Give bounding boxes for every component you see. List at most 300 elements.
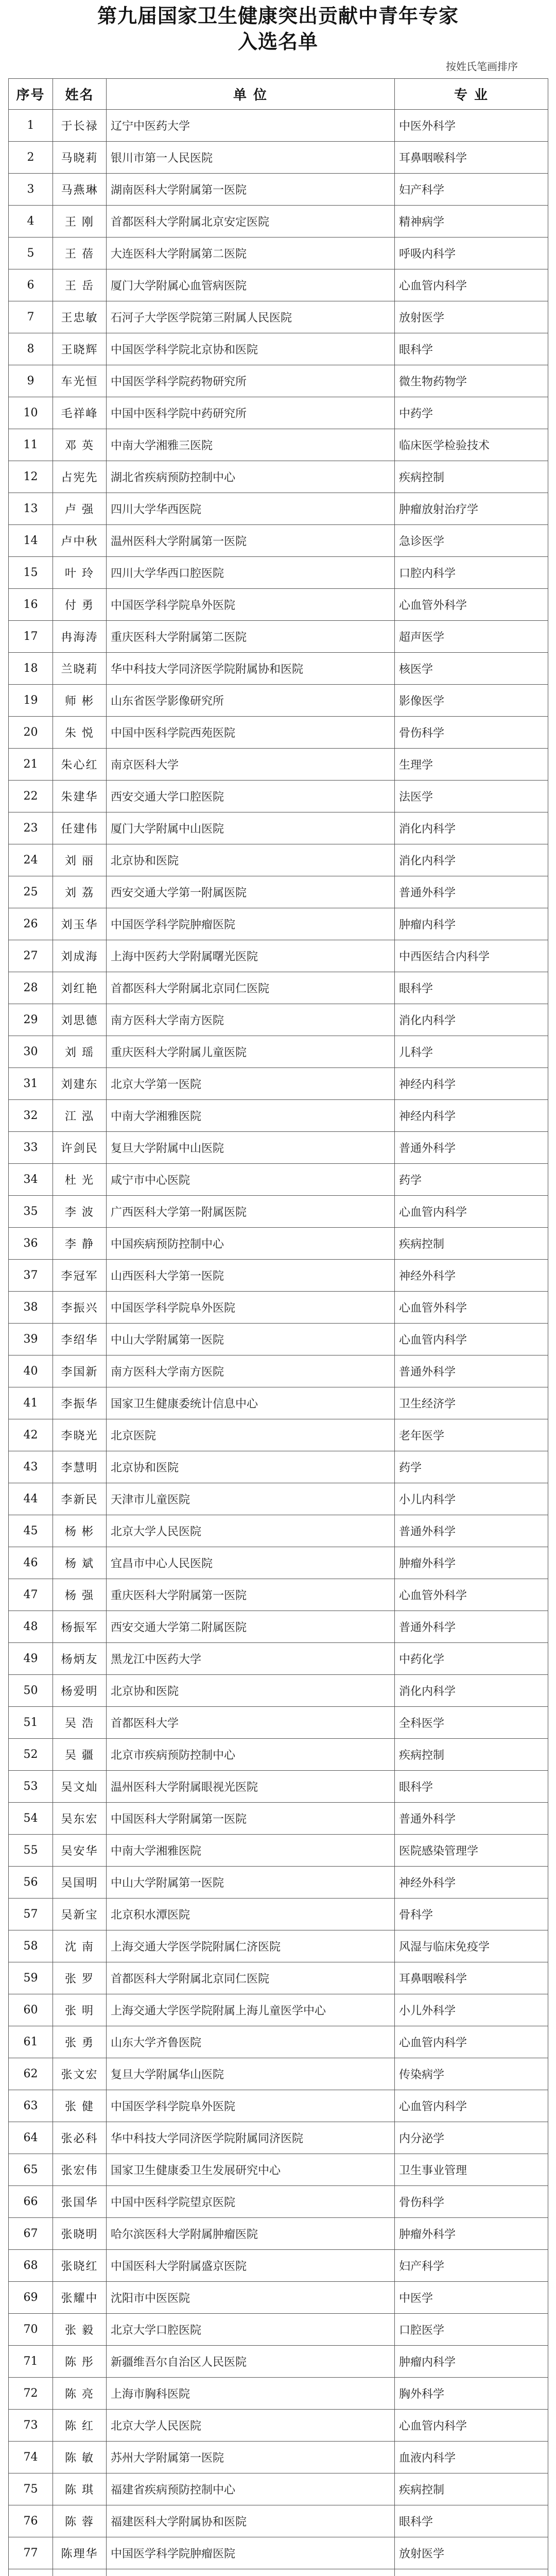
row-index: 6: [9, 269, 53, 301]
row-name: 吴 浩: [53, 1707, 107, 1739]
row-index: 48: [9, 1611, 53, 1643]
row-name: 兰晓莉: [53, 653, 107, 685]
table-row: [9, 1324, 548, 1355]
row-unit: 中国医学科学院肿瘤医院: [107, 2537, 395, 2569]
table-row: [9, 1515, 548, 1547]
row-unit: 北京大学第一医院: [107, 1068, 395, 1100]
table-row: [9, 2314, 548, 2346]
row-name: 吴安华: [53, 1835, 107, 1867]
row-specialty: 骨科学: [395, 1899, 548, 1930]
row-specialty: 肿瘤内科学: [395, 2346, 548, 2378]
table-row: [9, 1899, 548, 1930]
row-unit: 北京大学人民医院: [107, 2410, 395, 2442]
table-row: [9, 2218, 548, 2250]
row-name: 张宏伟: [53, 2154, 107, 2186]
row-unit: 首都医科大学附属北京安定医院: [107, 206, 395, 238]
row-index: 5: [9, 238, 53, 269]
row-unit: 沈阳市中医医院: [107, 2282, 395, 2314]
table-row: [9, 844, 548, 876]
row-name: 张晓明: [53, 2218, 107, 2250]
row-name: 李绍华: [53, 1324, 107, 1355]
row-name: 马燕琳: [53, 174, 107, 206]
row-specialty: 心血管内科学: [395, 2090, 548, 2122]
row-index: 50: [9, 1675, 53, 1707]
row-unit: 华中科技大学同济医学院附属同济医院: [107, 2122, 395, 2154]
row-index: 23: [9, 812, 53, 844]
table-row: [9, 2505, 548, 2537]
row-name: 占宪先: [53, 461, 107, 493]
row-index: 74: [9, 2442, 53, 2473]
row-name: 付 勇: [53, 589, 107, 621]
row-index: 35: [9, 1196, 53, 1228]
row-unit: 黑龙江中医药大学: [107, 1643, 395, 1675]
row-unit: 中国医学科学院北京协和医院: [107, 333, 395, 365]
row-specialty: 肿瘤放射治疗学: [395, 493, 548, 525]
row-specialty: 药学: [395, 1164, 548, 1196]
row-specialty: 中药化学: [395, 1643, 548, 1675]
row-specialty: 法医学: [395, 781, 548, 812]
row-unit: 北京积水潭医院: [107, 1899, 395, 1930]
table-row: [9, 1036, 548, 1068]
row-specialty: 精神病学: [395, 206, 548, 238]
table-row: [9, 972, 548, 1004]
table-row: [9, 908, 548, 940]
row-unit: 北京协和医院: [107, 844, 395, 876]
row-unit: 中国医学科学院药物研究所: [107, 365, 395, 397]
row-specialty: 眼科学: [395, 972, 548, 1004]
row-index: 42: [9, 1419, 53, 1451]
row-name: 杨爱明: [53, 1675, 107, 1707]
row-index: 70: [9, 2314, 53, 2346]
row-unit: 复旦大学附属华山医院: [107, 2058, 395, 2090]
row-name: 张必科: [53, 2122, 107, 2154]
row-specialty: 眼科学: [395, 2505, 548, 2537]
row-index: 61: [9, 2026, 53, 2058]
row-unit: 北京协和医院: [107, 1675, 395, 1707]
table-body: [9, 110, 548, 2576]
row-specialty: 肿瘤外科学: [395, 1547, 548, 1579]
row-name: 杨 彬: [53, 1515, 107, 1547]
row-name: 李 波: [53, 1196, 107, 1228]
row-index: 9: [9, 365, 53, 397]
row-name: 杜 光: [53, 1164, 107, 1196]
row-index: 14: [9, 525, 53, 557]
row-index: 56: [9, 1867, 53, 1899]
row-name: 李振兴: [53, 1292, 107, 1324]
row-specialty: 消化内科学: [395, 812, 548, 844]
table-row: [9, 301, 548, 333]
row-unit: 山东大学齐鲁医院: [107, 2026, 395, 2058]
row-unit: 山西医科大学第一医院: [107, 1260, 395, 1292]
table-row: [9, 2058, 548, 2090]
row-specialty: 卫生经济学: [395, 1387, 548, 1419]
row-index: 24: [9, 844, 53, 876]
table-row: [9, 589, 548, 621]
row-name: 马晓莉: [53, 142, 107, 174]
row-unit: 上海交通大学医学院附属上海儿童医学中心: [107, 1994, 395, 2026]
row-unit: 首都医科大学附属北京同仁医院: [107, 972, 395, 1004]
page-title-line1: 第九届国家卫生健康突出贡献中青年专家: [97, 4, 459, 27]
row-index: 15: [9, 557, 53, 589]
row-name: 李慧明: [53, 1451, 107, 1483]
row-index: 22: [9, 781, 53, 812]
row-specialty: 心血管内科学: [395, 1324, 548, 1355]
row-specialty: 全科医学: [395, 1707, 548, 1739]
row-index: 63: [9, 2090, 53, 2122]
row-index: 38: [9, 1292, 53, 1324]
row-unit: 中南大学湘雅医院: [107, 1100, 395, 1132]
row-index: 39: [9, 1324, 53, 1355]
table-row: [9, 1643, 548, 1675]
row-name: 张 健: [53, 2090, 107, 2122]
row-unit: 中国医学科学院肿瘤医院: [107, 908, 395, 940]
table-row: [9, 1068, 548, 1100]
row-name: 刘成海: [53, 940, 107, 972]
table-row: [9, 1835, 548, 1867]
row-unit: 厦门大学附属心血管病医院: [107, 269, 395, 301]
row-name: 杨炳友: [53, 1643, 107, 1675]
row-index: 26: [9, 908, 53, 940]
row-index: 65: [9, 2154, 53, 2186]
row-unit: 北京市疾病预防控制中心: [107, 1739, 395, 1771]
row-index: 52: [9, 1739, 53, 1771]
row-unit: 首都医科大学附属北京同仁医院: [107, 1962, 395, 1994]
row-specialty: 传染病学: [395, 2058, 548, 2090]
row-specialty: 心血管内科学: [395, 269, 548, 301]
table-row: [9, 142, 548, 174]
row-unit: 中山大学附属第一医院: [107, 1324, 395, 1355]
row-index: 18: [9, 653, 53, 685]
table-row: [9, 2154, 548, 2186]
page-title-line2: 入选名单: [237, 30, 318, 53]
row-name: 王忠敏: [53, 301, 107, 333]
table-row: [9, 1004, 548, 1036]
table-row: [9, 876, 548, 908]
row-name: 陈 彤: [53, 2346, 107, 2378]
row-index: 53: [9, 1771, 53, 1803]
row-specialty: 眼科学: [395, 333, 548, 365]
row-unit: 新疆维吾尔自治区人民医院: [107, 2346, 395, 2378]
row-specialty: 卫生事业管理: [395, 2154, 548, 2186]
row-unit: 四川大学华西医院: [107, 493, 395, 525]
row-unit: 温州医科大学附属第一医院: [107, 525, 395, 557]
row-name: 刘 丽: [53, 844, 107, 876]
row-index: 57: [9, 1899, 53, 1930]
table-row: [9, 2250, 548, 2282]
table-row: [9, 717, 548, 749]
table-row: [9, 1994, 548, 2026]
row-name: 吴新宝: [53, 1899, 107, 1930]
row-name: 于长禄: [53, 110, 107, 142]
row-name: 吴 疆: [53, 1739, 107, 1771]
row-unit: 西安交通大学第一附属医院: [107, 876, 395, 908]
row-name: 王 岳: [53, 269, 107, 301]
row-name: 王晓辉: [53, 333, 107, 365]
table-row: [9, 653, 548, 685]
row-specialty: 内分泌学: [395, 2122, 548, 2154]
row-index: 25: [9, 876, 53, 908]
row-index: 33: [9, 1132, 53, 1164]
row-name: 陈理华: [53, 2537, 107, 2569]
row-name: 吴文灿: [53, 1771, 107, 1803]
row-unit: 重庆医科大学附属第二医院: [107, 621, 395, 653]
row-specialty: 普通外科学: [395, 1611, 548, 1643]
row-unit: 中国中医科学院西苑医院: [107, 717, 395, 749]
row-index: 59: [9, 1962, 53, 1994]
row-unit: 南京医科大学: [107, 749, 395, 781]
row-name: 张文宏: [53, 2058, 107, 2090]
row-unit: 西安交通大学口腔医院: [107, 781, 395, 812]
row-unit: 复旦大学附属中山医院: [107, 1132, 395, 1164]
row-index: 71: [9, 2346, 53, 2378]
row-index: 76: [9, 2505, 53, 2537]
table-row: [9, 1387, 548, 1419]
row-specialty: 消化内科学: [395, 1675, 548, 1707]
row-name: 卢 强: [53, 493, 107, 525]
row-index: 66: [9, 2186, 53, 2218]
row-specialty: 神经外科学: [395, 1867, 548, 1899]
row-name: 吴国明: [53, 1867, 107, 1899]
row-index: 36: [9, 1228, 53, 1260]
table-row: [9, 1100, 548, 1132]
row-name: 卢中秋: [53, 525, 107, 557]
row-index: 32: [9, 1100, 53, 1132]
row-index: 34: [9, 1164, 53, 1196]
row-index: 54: [9, 1803, 53, 1835]
row-specialty: 心血管内科学: [395, 2410, 548, 2442]
row-name: 朱心红: [53, 749, 107, 781]
row-name: 吴东宏: [53, 1803, 107, 1835]
row-name: 刘 荔: [53, 876, 107, 908]
row-name: 陈 亮: [53, 2378, 107, 2410]
row-name: 刘 瑶: [53, 1036, 107, 1068]
row-unit: 大连医科大学附属第二医院: [107, 238, 395, 269]
row-unit: 南方医科大学南方医院: [107, 1355, 395, 1387]
row-unit: 南方医科大学南方医院: [107, 1004, 395, 1036]
row-name: 车光恒: [53, 365, 107, 397]
row-specialty: 心血管内科学: [395, 1196, 548, 1228]
row-unit: 中国中医科学院望京医院: [107, 2186, 395, 2218]
row-name: 杨 斌: [53, 1547, 107, 1579]
row-index: 40: [9, 1355, 53, 1387]
row-name: 陈 红: [53, 2410, 107, 2442]
row-index: 49: [9, 1643, 53, 1675]
row-unit: 福建医科大学附属协和医院: [107, 2505, 395, 2537]
table-row: [9, 1771, 548, 1803]
row-unit: 宜昌市中心人民医院: [107, 1547, 395, 1579]
row-index: 28: [9, 972, 53, 1004]
row-specialty: 生理学: [395, 749, 548, 781]
row-specialty: 肿瘤外科学: [395, 2218, 548, 2250]
expert-list-table: [8, 78, 548, 2576]
row-specialty: 普通外科学: [395, 876, 548, 908]
table-row: [9, 238, 548, 269]
row-unit: 重庆医科大学附属第一医院: [107, 1579, 395, 1611]
row-index: 37: [9, 1260, 53, 1292]
table-row: [9, 2282, 548, 2314]
row-name: 张 勇: [53, 2026, 107, 2058]
row-unit: 广西医科大学第一附属医院: [107, 1196, 395, 1228]
row-specialty: 口腔内科学: [395, 557, 548, 589]
row-specialty: 骨伤科学: [395, 2186, 548, 2218]
row-specialty: 放射医学: [395, 301, 548, 333]
row-name: 李冠军: [53, 1260, 107, 1292]
row-specialty: 中医外科学: [395, 110, 548, 142]
row-index: 43: [9, 1451, 53, 1483]
row-index: 10: [9, 397, 53, 429]
row-name: [53, 2569, 107, 2576]
table-row: [9, 1675, 548, 1707]
row-index: 4: [9, 206, 53, 238]
table-header-row: [9, 79, 548, 110]
row-specialty: 妇产科学: [395, 2250, 548, 2282]
row-unit: 四川大学华西口腔医院: [107, 557, 395, 589]
table-row: [9, 1451, 548, 1483]
row-specialty: 耳鼻咽喉科学: [395, 142, 548, 174]
table-row: [9, 206, 548, 238]
row-index: 77: [9, 2537, 53, 2569]
row-index: 29: [9, 1004, 53, 1036]
row-unit: 湖北省疾病预防控制中心: [107, 461, 395, 493]
row-index: 51: [9, 1707, 53, 1739]
table-row: [9, 269, 548, 301]
row-index: 30: [9, 1036, 53, 1068]
row-unit: 上海市胸科医院: [107, 2378, 395, 2410]
header-unit: 单 位: [107, 79, 395, 110]
row-index: 69: [9, 2282, 53, 2314]
header-specialty: 专 业: [395, 79, 548, 110]
row-specialty: 神经外科学: [395, 1260, 548, 1292]
row-unit: 国家卫生健康委卫生发展研究中心: [107, 2154, 395, 2186]
table-row: [9, 365, 548, 397]
row-specialty: 妇产科学: [395, 174, 548, 206]
row-index: 62: [9, 2058, 53, 2090]
row-specialty: 口腔医学: [395, 2314, 548, 2346]
row-specialty: 耳鼻咽喉科学: [395, 1962, 548, 1994]
row-specialty: 普通外科学: [395, 1355, 548, 1387]
row-unit: 中国疾病预防控制中心: [107, 1228, 395, 1260]
row-index: 73: [9, 2410, 53, 2442]
table-row: [9, 1196, 548, 1228]
row-name: 张 罗: [53, 1962, 107, 1994]
row-unit: 北京医院: [107, 1419, 395, 1451]
row-unit: 重庆医科大学附属儿童医院: [107, 1036, 395, 1068]
row-unit: 北京协和医院: [107, 1451, 395, 1483]
row-index: 20: [9, 717, 53, 749]
row-unit: 中国医学科学院阜外医院: [107, 589, 395, 621]
row-specialty: 超声医学: [395, 621, 548, 653]
table-row: [9, 2473, 548, 2505]
row-name: 冉海涛: [53, 621, 107, 653]
table-row: [9, 461, 548, 493]
row-specialty: 放射医学: [395, 2537, 548, 2569]
row-index: 27: [9, 940, 53, 972]
row-specialty: 微生物药物学: [395, 365, 548, 397]
row-name: 朱建华: [53, 781, 107, 812]
table-row: [9, 2537, 548, 2569]
row-unit: 北京大学口腔医院: [107, 2314, 395, 2346]
row-index: 1: [9, 110, 53, 142]
row-specialty: 疾病控制: [395, 461, 548, 493]
row-specialty: [395, 2569, 548, 2576]
row-unit: 中国医学科学院阜外医院: [107, 1292, 395, 1324]
table-row: [9, 940, 548, 972]
row-specialty: 神经内科学: [395, 1068, 548, 1100]
row-name: 陈 琪: [53, 2473, 107, 2505]
row-index: 13: [9, 493, 53, 525]
row-index: 11: [9, 429, 53, 461]
row-unit: [107, 2569, 395, 2576]
table-row: [9, 1228, 548, 1260]
table-row: [9, 1803, 548, 1835]
table-row: [9, 397, 548, 429]
row-index: 41: [9, 1387, 53, 1419]
row-specialty: 医院感染管理学: [395, 1835, 548, 1867]
row-index: 16: [9, 589, 53, 621]
row-unit: 上海中医药大学附属曙光医院: [107, 940, 395, 972]
table-row: [9, 1292, 548, 1324]
row-name: 毛祥峰: [53, 397, 107, 429]
table-row: [9, 685, 548, 717]
row-index: 44: [9, 1483, 53, 1515]
row-name: 陈 蓉: [53, 2505, 107, 2537]
row-specialty: 风湿与临床免疫学: [395, 1930, 548, 1962]
row-name: 师 彬: [53, 685, 107, 717]
row-index: 60: [9, 1994, 53, 2026]
row-name: 张耀中: [53, 2282, 107, 2314]
row-index: [9, 2569, 53, 2576]
row-unit: 湖南医科大学附属第一医院: [107, 174, 395, 206]
row-specialty: 眼科学: [395, 1771, 548, 1803]
row-index: 3: [9, 174, 53, 206]
row-name: 张 明: [53, 1994, 107, 2026]
row-index: 21: [9, 749, 53, 781]
row-specialty: 疾病控制: [395, 1228, 548, 1260]
table-row: [9, 1962, 548, 1994]
table-row: [9, 1707, 548, 1739]
table-row: [9, 174, 548, 206]
table-row: [9, 1164, 548, 1196]
row-unit: 辽宁中医药大学: [107, 110, 395, 142]
row-specialty: 消化内科学: [395, 844, 548, 876]
row-unit: 北京大学人民医院: [107, 1515, 395, 1547]
sort-note: 按姓氏笔画排序: [446, 60, 518, 73]
row-index: 2: [9, 142, 53, 174]
row-specialty: 疾病控制: [395, 1739, 548, 1771]
row-specialty: 消化内科学: [395, 1004, 548, 1036]
row-unit: 中国医科大学附属盛京医院: [107, 2250, 395, 2282]
row-name: 江 泓: [53, 1100, 107, 1132]
table-row: [9, 812, 548, 844]
row-unit: 温州医科大学附属眼视光医院: [107, 1771, 395, 1803]
table-row: [9, 2346, 548, 2378]
row-index: 47: [9, 1579, 53, 1611]
table-row: [9, 1611, 548, 1643]
row-specialty: 普通外科学: [395, 1132, 548, 1164]
table-row: [9, 1483, 548, 1515]
table-row: [9, 2569, 548, 2576]
table-row: [9, 1579, 548, 1611]
row-name: 李新民: [53, 1483, 107, 1515]
table-row: [9, 557, 548, 589]
row-specialty: 普通外科学: [395, 1803, 548, 1835]
row-unit: 咸宁市中心医院: [107, 1164, 395, 1196]
row-specialty: 影像医学: [395, 685, 548, 717]
row-specialty: 心血管外科学: [395, 1292, 548, 1324]
table-row: [9, 110, 548, 142]
row-specialty: 血液内科学: [395, 2442, 548, 2473]
row-index: 64: [9, 2122, 53, 2154]
